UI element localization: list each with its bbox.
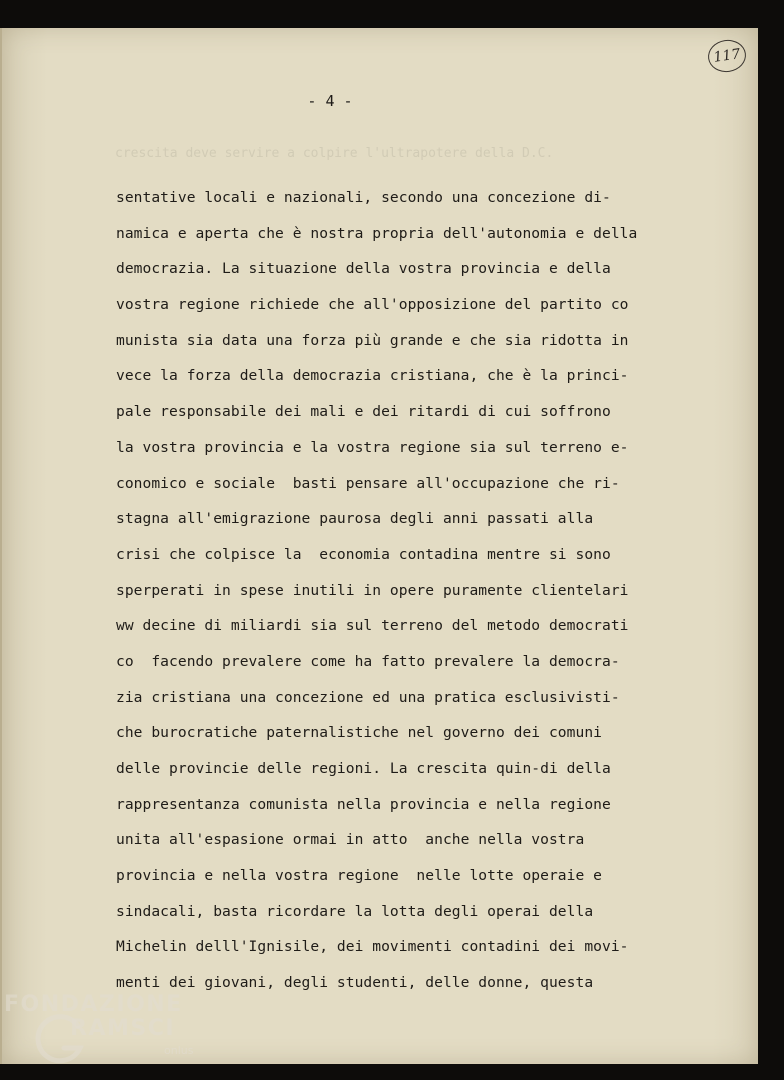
text-line: delle provincie delle regioni. La crescita quin-di della — [116, 760, 611, 777]
text-line: co facendo prevalere come ha fatto prevalere la democra- — [116, 652, 620, 670]
text-line: conomico e sociale basti pensare all'occupazione che ri- — [116, 474, 620, 492]
text-line: provincia e nella vostra regione nelle lotte operaie e — [116, 867, 602, 885]
text-line: vostra regione richiede che all'opposizione del partito co — [116, 296, 629, 314]
typewritten-body — [116, 186, 676, 1007]
text-line: vece la forza della democrazia cristiana, che è la princi- — [116, 367, 629, 385]
text-line: rappresentanza comunista nella provincia e nella regione — [116, 795, 611, 813]
text-line: che burocratiche paternalistiche nel governo dei comuni — [116, 724, 602, 742]
text-line: menti dei giovani, degli studenti, delle donne, questa — [116, 974, 594, 992]
watermark-line-1: FONDAZIONE — [4, 992, 183, 1017]
text-line: munista sia data una forza più grande e che sia ridotta in — [116, 331, 629, 349]
text-line: pale responsabile dei mali e dei ritardi di cui soffrono — [116, 403, 611, 421]
text-line: ww decine di miliardi sia sul terreno del metodo democrati — [116, 617, 629, 635]
archive-page-number: 117 — [706, 38, 748, 75]
text-line: sperperati in spese inutili in opere puramente clientelari — [116, 581, 629, 599]
text-line: unita all'espasione ormai in atto anche nella vostra — [116, 831, 585, 849]
page-number: - 4 - — [307, 92, 353, 110]
text-line: democrazia. La situazione della vostra provincia e della — [116, 260, 611, 278]
text-line: la vostra provincia e la vostra regione sia sul terreno e- — [116, 438, 629, 456]
watermark-suffix: onlus — [164, 1044, 194, 1057]
text-line: sentative locali e nazionali, secondo una concezione di- — [116, 189, 611, 206]
show-through-text: crescita deve servire a colpire l'ultrapotere della D.C. — [115, 146, 554, 161]
text-line: sindacali, basta ricordare la lotta degli operai della — [116, 902, 594, 920]
text-line: stagna all'emigrazione paurosa degli anni passati alla — [116, 510, 594, 528]
text-line: crisi che colpisce la economia contadina mentre si sono — [116, 545, 611, 563]
text-line: zia cristiana una concezione ed una pratica esclusivisti- — [116, 688, 620, 706]
watermark-line-2: RAMSCI — [70, 1016, 176, 1041]
text-line: namica e aperta che è nostra propria dell'autonomia e della — [116, 224, 638, 242]
text-line: Michelin delll'Ignisile, dei movimenti contadini dei movi- — [116, 938, 629, 956]
